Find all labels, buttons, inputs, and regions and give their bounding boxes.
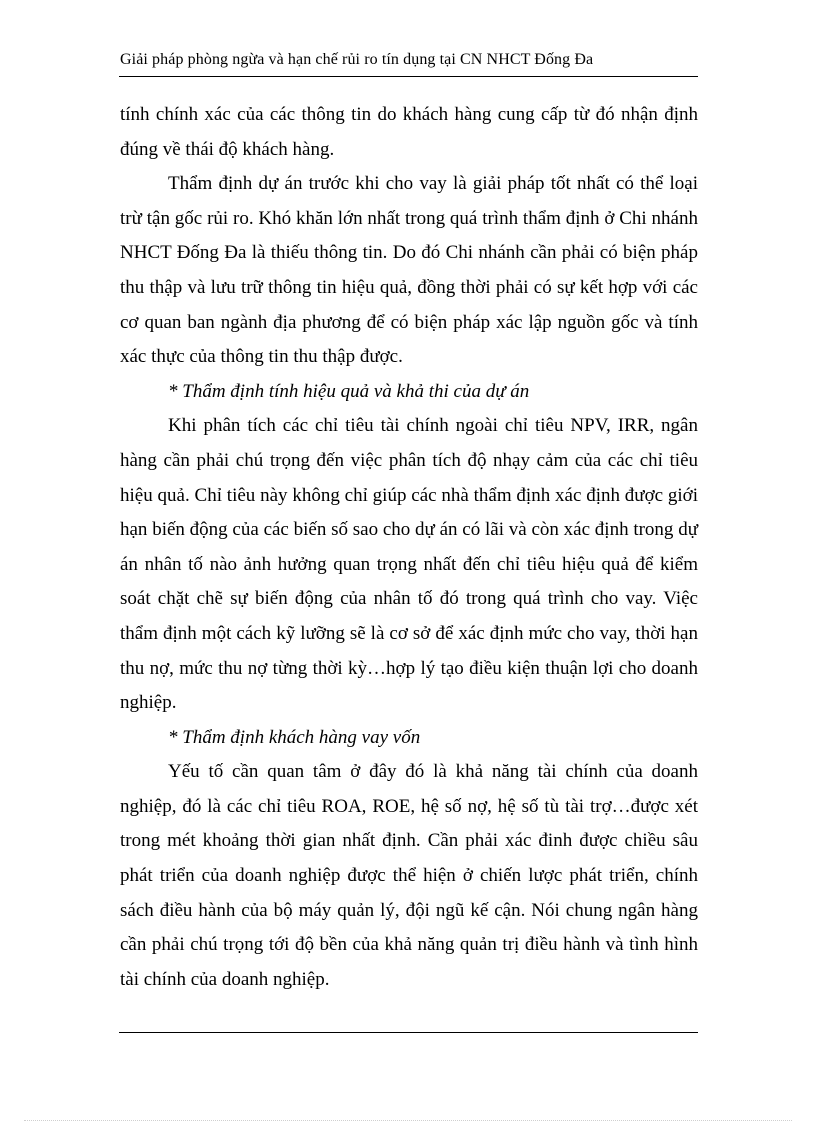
body-text [120,98,698,997]
paragraph-continuation: tính chính xác của các thông tin do khách hàng cung cấp từ đó nhận định đúng về thái độ khách hàng. [120,104,698,160]
page-header: Giải pháp phòng ngừa và hạn chế rủi ro tín dụng tại CN NHCT Đống Đa [120,51,594,68]
paragraph-borrower-finance: Yếu tố cần quan tâm ở đây đó là khả năng tài chính của doanh nghiệp, đó là các chỉ tiêu ROA, ROE, hệ số nợ, hệ số tù tài trợ…được xét trong mét khoảng thời gian nhất định. Cần phải xác đinh được chiều sâu phát triển của doanh nghiệp được thể hiện ở chiến lược phát triển, chính sách điều hành của bộ máy quản lý, đội ngũ kế cận. Nói chung ngân hàng cần phải chú trọng tới độ bền của khả năng quản trị điều hành và tình hình tài chính của doanh nghiệp. [120,761,698,990]
section-heading-efficiency: * Thẩm định tính hiệu quả và khả thi của dự án [168,380,530,402]
paragraph-project-appraisal: Thẩm định dự án trước khi cho vay là giải pháp tốt nhất có thể loại trừ tận gốc rủi ro. Khó khăn lớn nhất trong quá trình thẩm định ở Chi nhánh NHCT Đống Đa là thiếu thông tin. Do đó Chi nhánh cần phải có biện pháp thu thập và lưu trữ thông tin hiệu quả, đồng thời phải có sự kết hợp với các cơ quan ban ngành địa phương để có biện pháp xác lập nguồn gốc và tính xác thực của thông tin thu thập được. [120,173,698,368]
paragraph-financial-indicators: Khi phân tích các chỉ tiêu tài chính ngoài chỉ tiêu NPV, IRR, ngân hàng cần phải chú trọng đến việc phân tích độ nhạy cảm của các chỉ tiêu hiệu quả. Chỉ tiêu này không chỉ giúp các nhà thẩm định xác định được giới hạn biến động của các biến số sao cho dự án có lãi và còn xác định trong dự án nhân tố nào ảnh hưởng quan trọng nhất đến chỉ tiêu hiệu quả để kiểm soát chặt chẽ sự biến động của nhân tố đó trong quá trình cho vay. Việc thẩm định một cách kỹ lưỡng sẽ là cơ sở để xác định mức cho vay, thời hạn thu nợ, mức thu nợ từng thời kỳ…hợp lý tạo điều kiện thuận lợi cho doanh nghiệp. [120,415,698,714]
footer-divider [119,1032,698,1033]
header-divider [119,76,698,77]
section-heading-borrower: * Thẩm định khách hàng vay vốn [168,726,421,748]
page-bottom-edge [24,1120,792,1121]
